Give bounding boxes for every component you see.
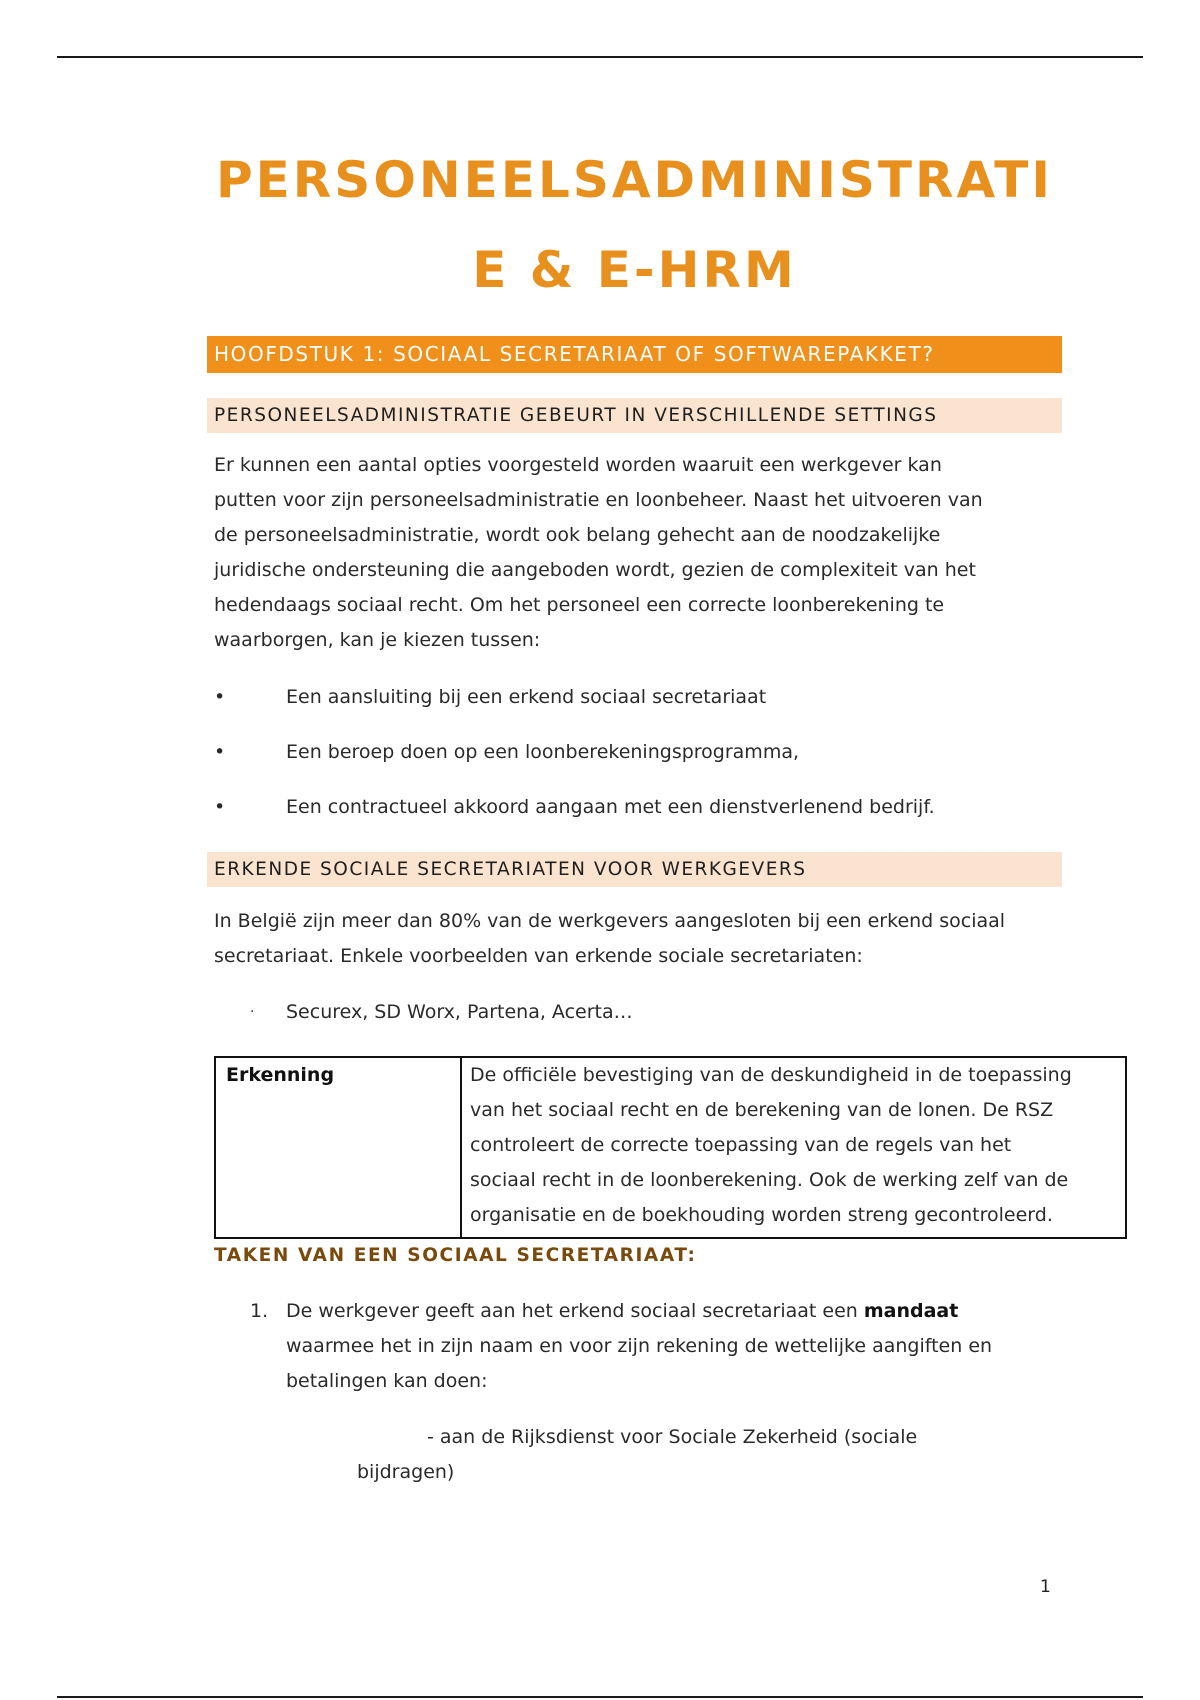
bottom-rule <box>57 1696 1143 1698</box>
sub-item-line: bijdragen) <box>357 1461 455 1483</box>
definition-term: Erkenning <box>215 1057 461 1238</box>
bullet-icon: • <box>214 796 226 818</box>
definition-line: sociaal recht in de loonberekening. Ook de werking zelf van de <box>470 1169 1069 1191</box>
list-number: 1. <box>250 1300 269 1322</box>
title-line-1: PERSONEELSADMINISTRATI <box>216 151 1053 209</box>
title-line-2: E & E-HRM <box>472 241 797 299</box>
paragraph-line: waarborgen, kan je kiezen tussen: <box>214 629 541 651</box>
list-item-text: Securex, SD Worx, Partena, Acerta… <box>286 1001 633 1023</box>
definition-line: van het sociaal recht en de berekening van de lonen. De RSZ <box>470 1099 1054 1121</box>
intro-paragraph <box>214 448 1064 658</box>
bullet-icon: • <box>214 686 226 708</box>
top-rule <box>57 56 1143 58</box>
secretariaten-paragraph <box>214 904 1064 974</box>
definition-line: organisatie en de boekhouding worden streng gecontroleerd. <box>470 1204 1053 1226</box>
bullet-icon: • <box>214 741 226 763</box>
numbered-item-line <box>286 1294 992 1329</box>
definition-line: De officiële bevestiging van de deskundigheid in de toepassing <box>470 1064 1072 1086</box>
paragraph-line: In België zijn meer dan 80% van de werkgevers aangesloten bij een erkend sociaal <box>214 910 1006 932</box>
definition-line: controleert de correcte toepassing van de regels van het <box>470 1134 1012 1156</box>
definition-text <box>461 1057 1126 1238</box>
sub-item-line: - aan de Rijksdienst voor Sociale Zekerheid (sociale <box>427 1426 918 1448</box>
numbered-item-line: betalingen kan doen: <box>286 1370 488 1392</box>
tasks-heading: TAKEN VAN EEN SOCIAAL SECRETARIAAT: <box>214 1245 697 1266</box>
page-number: 1 <box>1040 1577 1051 1597</box>
document-title <box>207 135 1062 315</box>
chapter-heading: HOOFDSTUK 1: SOCIAAL SECRETARIAAT OF SOFTWAREPAKKET? <box>207 336 1062 373</box>
paragraph-line: juridische ondersteuning die aangeboden wordt, gezien de complexiteit van het <box>214 559 976 581</box>
paragraph-line: de personeelsadministratie, wordt ook belang gehecht aan de noodzakelijke <box>214 524 941 546</box>
definition-table <box>214 1056 1127 1239</box>
list-item-text: Een aansluiting bij een erkend sociaal secretariaat <box>286 686 767 708</box>
table-row <box>215 1057 1126 1238</box>
sub-list-item <box>357 1420 1057 1490</box>
numbered-item-text: De werkgever geeft aan het erkend sociaal secretariaat een <box>286 1300 864 1322</box>
paragraph-line: putten voor zijn personeelsadministratie en loonbeheer. Naast het uitvoeren van <box>214 489 983 511</box>
numbered-item-body <box>286 1294 992 1399</box>
section-heading-secretariaten: ERKENDE SOCIALE SECRETARIATEN VOOR WERKGEVERS <box>207 852 1062 887</box>
section-heading-settings: PERSONEELSADMINISTRATIE GEBEURT IN VERSCHILLENDE SETTINGS <box>207 398 1062 433</box>
paragraph-line: secretariaat. Enkele voorbeelden van erkende sociale secretariaten: <box>214 945 863 967</box>
numbered-item-line: waarmee het in zijn naam en voor zijn rekening de wettelijke aangiften en <box>286 1335 993 1357</box>
emphasis-mandaat: mandaat <box>863 1300 959 1322</box>
paragraph-line: Er kunnen een aantal opties voorgesteld worden waaruit een werkgever kan <box>214 454 942 476</box>
paragraph-line: hedendaags sociaal recht. Om het personeel een correcte loonberekening te <box>214 594 945 616</box>
list-item-text: Een contractueel akkoord aangaan met een dienstverlenend bedrijf. <box>286 796 935 818</box>
bullet-icon: · <box>250 1004 255 1020</box>
list-item-text: Een beroep doen op een loonberekeningsprogramma, <box>286 741 800 763</box>
